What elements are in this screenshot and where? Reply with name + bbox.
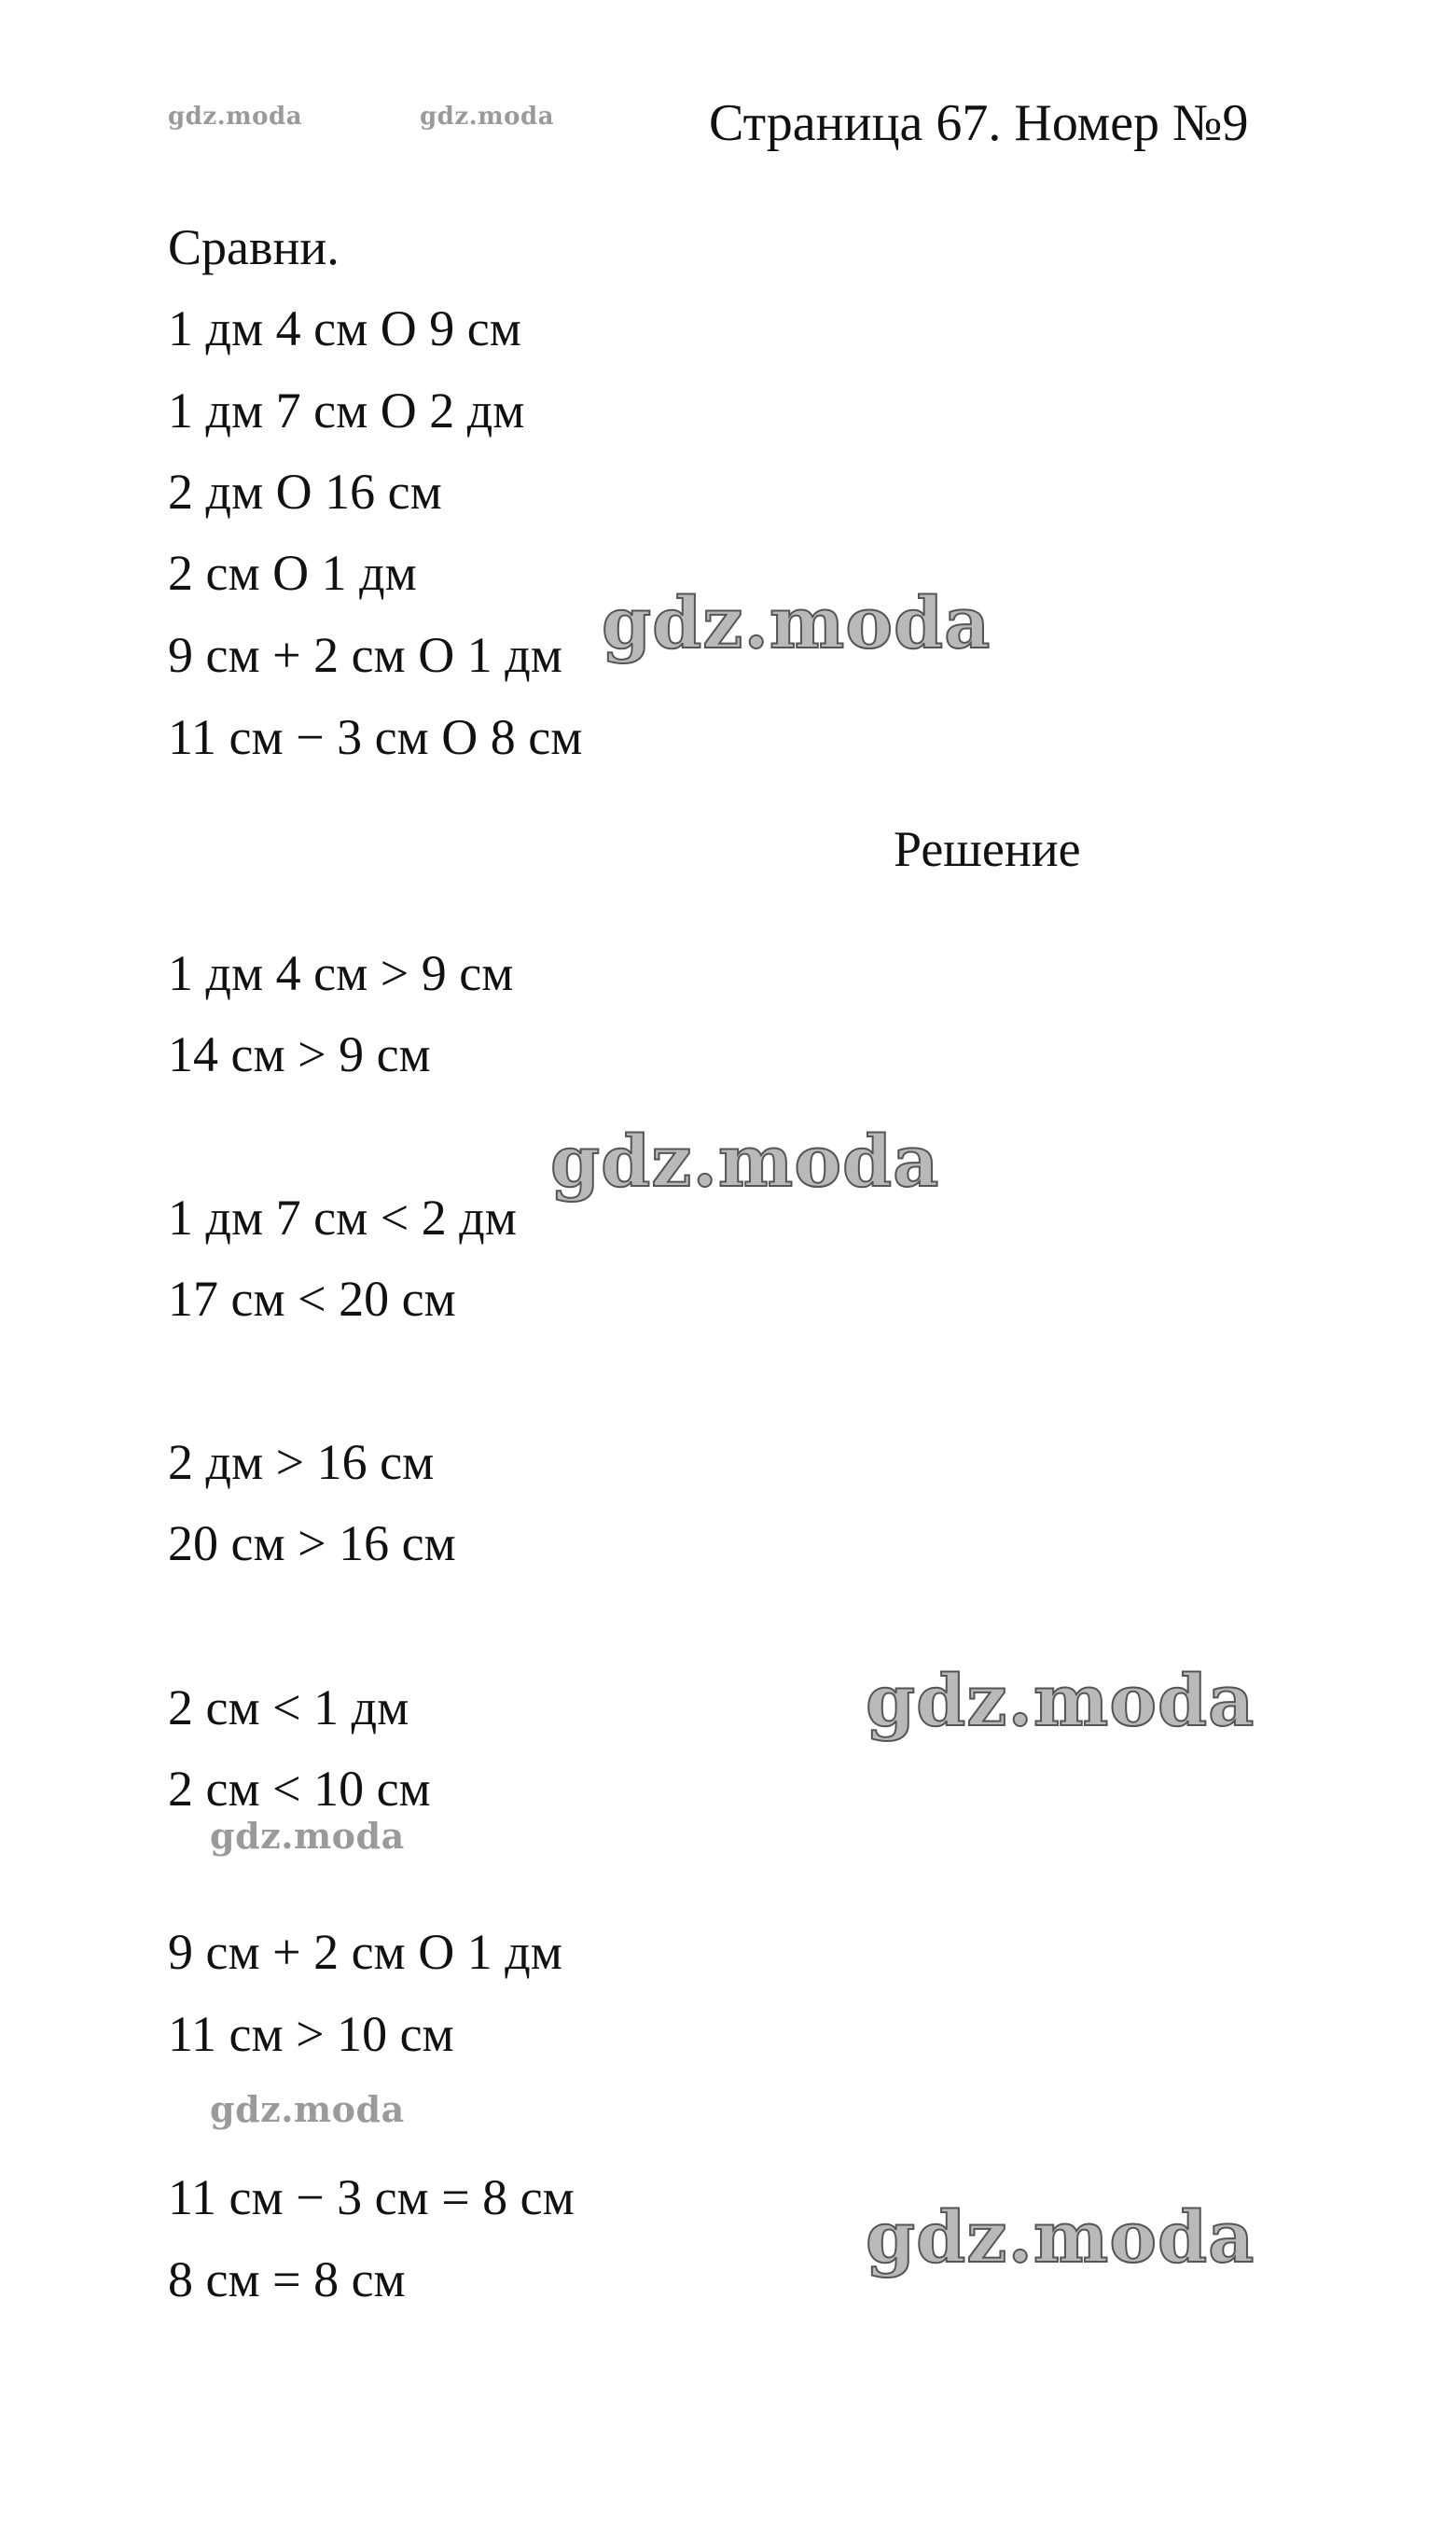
task-line: 9 см + 2 см О 1 дм xyxy=(168,627,562,683)
solution-line: 1 дм 7 см < 2 дм xyxy=(168,1190,517,1246)
watermark-large: gdz.moda xyxy=(866,1659,1255,1742)
solution-line: 17 см < 20 см xyxy=(168,1271,456,1327)
solution-heading: Решение xyxy=(894,821,1081,877)
solution-line: 11 см > 10 см xyxy=(168,2006,454,2062)
solution-line: 11 см − 3 см = 8 см xyxy=(168,2169,575,2225)
watermark-header-left: gdz.moda xyxy=(168,103,303,131)
task-prompt: Сравни. xyxy=(168,219,340,275)
watermark-large: gdz.moda xyxy=(602,581,991,664)
solution-line: 9 см + 2 см О 1 дм xyxy=(168,1924,562,1980)
solution-line: 1 дм 4 см > 9 см xyxy=(168,945,514,1001)
solution-line: 8 см = 8 см xyxy=(168,2251,406,2307)
watermark-small: gdz.moda xyxy=(210,1815,405,1857)
task-line: 1 дм 7 см О 2 дм xyxy=(168,383,525,439)
task-line: 2 см О 1 дм xyxy=(168,545,417,601)
watermark-large: gdz.moda xyxy=(866,2195,1255,2278)
solution-line: 14 см > 9 см xyxy=(168,1026,431,1082)
solution-line: 2 дм > 16 см xyxy=(168,1434,435,1490)
solution-line: 2 см < 1 дм xyxy=(168,1679,409,1735)
task-line: 1 дм 4 см О 9 см xyxy=(168,300,521,356)
solution-line: 20 см > 16 см xyxy=(168,1515,456,1571)
page-title: Страница 67. Номер №9 xyxy=(709,94,1249,152)
watermark-small: gdz.moda xyxy=(210,2088,405,2130)
watermark-header-center: gdz.moda xyxy=(420,103,555,131)
task-line: 2 дм О 16 см xyxy=(168,464,442,520)
solution-line: 2 см < 10 см xyxy=(168,1761,431,1817)
watermark-large: gdz.moda xyxy=(550,1120,940,1203)
task-line: 11 см − 3 см О 8 см xyxy=(168,709,583,765)
